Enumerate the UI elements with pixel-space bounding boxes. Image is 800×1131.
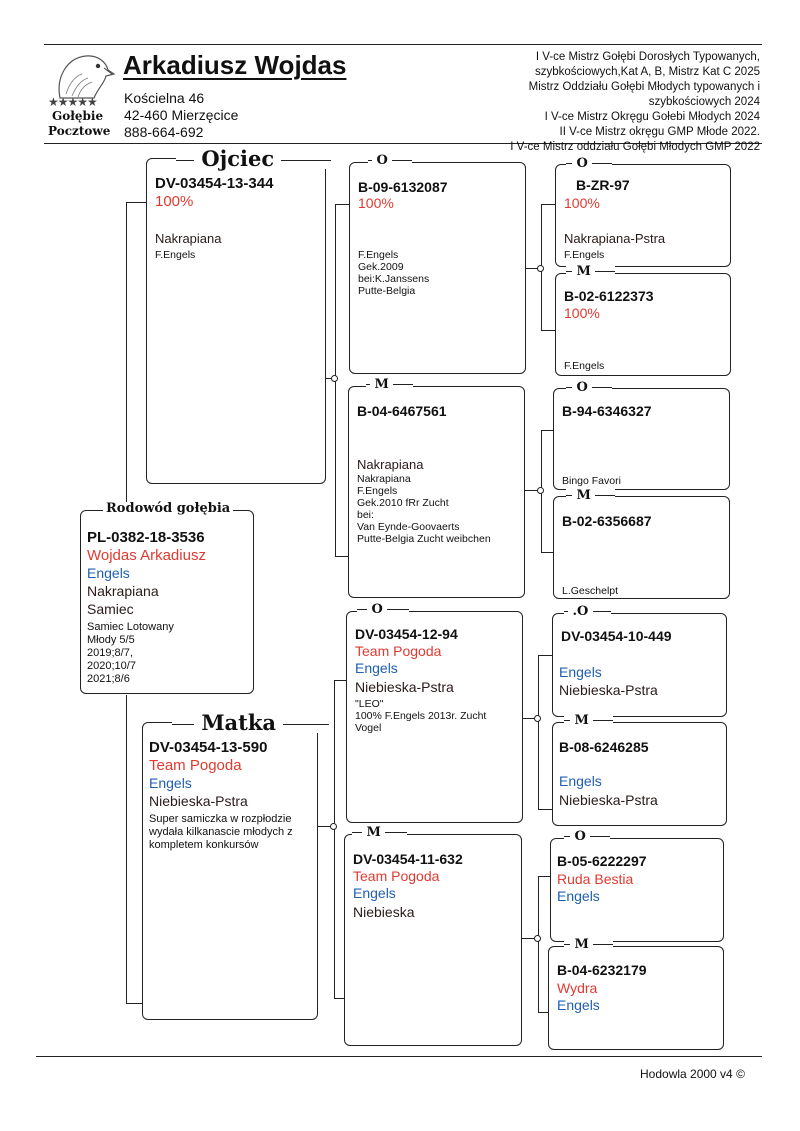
- grandfather-paternal-card[interactable]: [349, 162, 526, 374]
- note-line: 2019;8/7,: [87, 647, 133, 659]
- note-line: 2021;8/6: [87, 673, 130, 685]
- note-line: F.Engels: [357, 485, 398, 497]
- mff-ring: DV-03454-10-449: [561, 628, 672, 644]
- mother-owner: Team Pogoda: [149, 757, 242, 774]
- address-street: Kościelna 46: [124, 90, 205, 106]
- ffm-label-text: M: [576, 264, 591, 279]
- mmf-label: [564, 830, 610, 843]
- ff-notes: [358, 249, 429, 297]
- note-line: Putte-Belgia Zucht weibchen: [357, 533, 491, 545]
- mother-color: Niebieska-Pstra: [149, 793, 248, 809]
- logo-stars: ★★★★★: [48, 95, 97, 109]
- logo-text-line2: Pocztowe: [48, 124, 111, 138]
- footer-rule: [36, 1056, 762, 1057]
- subject-notes: [87, 621, 174, 686]
- fm-label-text: M: [374, 377, 389, 392]
- note-line: bei:K.Janssens: [358, 273, 430, 285]
- mmm-label-text: M: [574, 937, 589, 952]
- father-ring: DV-03454-13-344: [155, 175, 274, 192]
- address-city: 42-460 Mierzęcice: [124, 107, 239, 123]
- mfm-ring: B-08-6246285: [559, 739, 649, 755]
- fmf-label-text: O: [576, 380, 588, 395]
- connector-dot: [330, 823, 337, 830]
- ffm-ring: B-02-6122373: [564, 288, 654, 304]
- mmf-ring: B-05-6222297: [557, 853, 647, 869]
- logo-text-line1: Gołębie: [52, 109, 104, 123]
- mm-owner: Team Pogoda: [353, 868, 440, 884]
- ggp-fmf-card[interactable]: [553, 388, 730, 490]
- mm-label: [352, 826, 407, 839]
- connector: [538, 876, 550, 877]
- mmm-strain: Engels: [557, 997, 600, 1013]
- grandmother-paternal-card[interactable]: [348, 386, 525, 598]
- connector: [126, 202, 127, 510]
- fm-notes: [357, 473, 491, 545]
- software-credit: Hodowla 2000 v4 ©: [640, 1067, 745, 1081]
- ff-percent: 100%: [358, 195, 394, 211]
- ggp-mmm-card[interactable]: [548, 946, 724, 1050]
- grandmother-maternal-card[interactable]: [344, 834, 522, 1046]
- mf-notes: [355, 698, 486, 734]
- fmm-ring: B-02-6356687: [562, 513, 652, 529]
- note-line: 100% F.Engels 2013r. Zucht: [355, 710, 487, 722]
- connector: [538, 876, 539, 1012]
- connector: [126, 202, 146, 203]
- note-line: Putte-Belgia: [358, 285, 416, 297]
- titles-list: [440, 50, 760, 155]
- connector-dot: [537, 487, 544, 494]
- connector: [538, 655, 539, 809]
- note-line: kompletem konkursów: [149, 839, 259, 851]
- ff-ring: B-09-6132087: [358, 179, 448, 195]
- connector: [541, 552, 553, 553]
- fmf-label: [566, 381, 612, 394]
- title-line: II V-ce Mistrz okręgu GMP Młode 2022.: [559, 126, 760, 138]
- note-line: wydała kilkanascie młodych z: [149, 826, 293, 838]
- mff-strain: Engels: [559, 664, 602, 680]
- fff-color: Nakrapiana-Pstra: [564, 231, 666, 246]
- mff-label-text: .O: [572, 604, 589, 619]
- note-line: F.Engels: [155, 249, 196, 261]
- mother-section-label: [172, 712, 329, 733]
- father-color: Nakrapiana: [155, 231, 222, 246]
- subject-section-label: Rodowód gołębia: [103, 502, 233, 515]
- connector: [541, 204, 555, 205]
- mother-notes: [149, 813, 293, 852]
- note-line: F.Engels: [358, 249, 399, 261]
- ggp-ffm-card[interactable]: [555, 273, 731, 376]
- note-line: Gek.2010 fRr Zucht: [357, 497, 449, 509]
- ggp-fff-card[interactable]: [555, 164, 731, 267]
- mfm-color: Niebieska-Pstra: [559, 792, 658, 808]
- connector: [541, 430, 553, 431]
- connector: [126, 695, 127, 1003]
- connector: [335, 204, 349, 205]
- mf-label-text: O: [371, 602, 383, 617]
- ggp-fmm-card[interactable]: [553, 496, 730, 599]
- logo: [46, 48, 118, 140]
- mm-label-text: M: [366, 825, 381, 840]
- note-line: Gek.2009: [358, 261, 404, 273]
- fmm-label: [566, 489, 615, 502]
- mother-ring: DV-03454-13-590: [149, 739, 268, 756]
- mother-strain: Engels: [149, 775, 192, 791]
- fff-label: [566, 157, 612, 170]
- fmf-ring: B-94-6346327: [562, 403, 652, 419]
- note-line: bei:: [357, 509, 374, 521]
- mmf-strain: Engels: [557, 888, 600, 904]
- connector: [541, 330, 555, 331]
- ffm-percent: 100%: [564, 305, 600, 321]
- father-notes: [155, 249, 195, 261]
- subject-owner: Wojdas Arkadiusz: [87, 547, 206, 564]
- ggp-mmf-card[interactable]: [550, 838, 724, 942]
- fmm-note: L.Geschelpt: [562, 585, 619, 597]
- mf-ring: DV-03454-12-94: [355, 626, 458, 642]
- note-line: "LEO": [355, 698, 384, 710]
- father-label-text: Ojciec: [201, 146, 275, 171]
- mff-color: Niebieska-Pstra: [559, 682, 658, 698]
- subject-ring: PL-0382-18-3536: [87, 529, 205, 546]
- ff-label: [368, 154, 412, 167]
- subject-strain: Engels: [87, 565, 130, 581]
- title-line: Mistrz Oddziału Gołębi Młodych typowanych i: [528, 81, 760, 93]
- connector-dot: [534, 715, 541, 722]
- title-line: I V-ce Mistrz Gołębi Dorosłych Typowanych,: [535, 51, 760, 63]
- mf-strain: Engels: [355, 660, 398, 676]
- connector: [334, 680, 346, 681]
- note-line: Super samiczka w rozpłodzie: [149, 813, 292, 825]
- fm-label: [366, 378, 413, 391]
- note-line: Młody 5/5: [87, 634, 135, 646]
- mm-color: Niebieska: [353, 904, 415, 920]
- note-line: 2020;10/7: [87, 660, 136, 672]
- title-line: I V-ce Mistrz Okręgu Gołebi Młodych 2024: [544, 111, 760, 123]
- note-line: Van Eynde-Goovaerts: [357, 521, 460, 533]
- mmf-label-text: O: [574, 829, 586, 844]
- title-line: szybkościowych,Kat A, B, Mistrz Kat C 2025: [535, 66, 760, 78]
- grandfather-maternal-card[interactable]: [346, 611, 523, 823]
- note-line: Nakrapiana: [357, 473, 411, 485]
- note-line: Samiec Lotowany: [87, 621, 174, 633]
- title-line: szybkościowych 2024: [648, 96, 760, 108]
- connector: [538, 809, 552, 810]
- fff-label-text: O: [576, 156, 588, 171]
- fm-ring: B-04-6467561: [357, 403, 447, 419]
- mf-owner: Team Pogoda: [355, 643, 442, 659]
- mother-card[interactable]: [142, 722, 318, 1020]
- breeder-name: Arkadiusz Wojdas: [123, 50, 347, 80]
- header-top-rule: [44, 44, 762, 45]
- mm-strain: Engels: [353, 885, 396, 901]
- ffm-label: [566, 265, 615, 278]
- mmm-ring: B-04-6232179: [557, 962, 647, 978]
- mf-label: [357, 603, 409, 616]
- fmf-note: Bingo Favori: [562, 475, 621, 487]
- title-line: I V-ce Mistrz oddziału Gołębi Młodych GMP 2022: [510, 141, 760, 153]
- mf-color: Niebieska-Pstra: [355, 679, 454, 695]
- mff-label: [564, 605, 611, 618]
- subject-card[interactable]: [80, 510, 254, 694]
- mfm-label-text: M: [574, 713, 589, 728]
- pigeon-head-icon: [46, 48, 118, 100]
- connector: [335, 556, 349, 557]
- connector-dot: [537, 265, 544, 272]
- mmm-owner: Wydra: [557, 980, 598, 996]
- mfm-label: [564, 714, 613, 727]
- mmm-label: [564, 938, 613, 951]
- fm-color: Nakrapiana: [357, 457, 424, 472]
- mother-label-text: Matka: [201, 710, 277, 735]
- subject-sex: Samiec: [87, 601, 134, 617]
- ggp-mff-card[interactable]: [552, 613, 727, 717]
- father-card[interactable]: [146, 158, 326, 484]
- mmf-owner: Ruda Bestia: [557, 871, 634, 887]
- fff-note: F.Engels: [564, 249, 605, 261]
- connector-dot: [534, 935, 541, 942]
- fmm-label-text: M: [576, 488, 591, 503]
- father-percent: 100%: [155, 193, 194, 210]
- ff-label-text: O: [376, 153, 388, 168]
- father-section-label: [176, 148, 331, 169]
- mfm-strain: Engels: [559, 773, 602, 789]
- connector-dot: [331, 375, 338, 382]
- phone: 888-664-692: [124, 124, 204, 140]
- connector: [334, 680, 335, 998]
- ggp-mfm-card[interactable]: [552, 722, 727, 826]
- connector: [334, 998, 344, 999]
- ffm-note: F.Engels: [564, 360, 605, 372]
- mm-ring: DV-03454-11-632: [353, 851, 463, 867]
- fff-ring: B-ZR-97: [576, 177, 630, 193]
- note-line: Vogel: [355, 722, 382, 734]
- fff-percent: 100%: [564, 195, 600, 211]
- connector: [538, 655, 552, 656]
- subject-color: Nakrapiana: [87, 583, 159, 599]
